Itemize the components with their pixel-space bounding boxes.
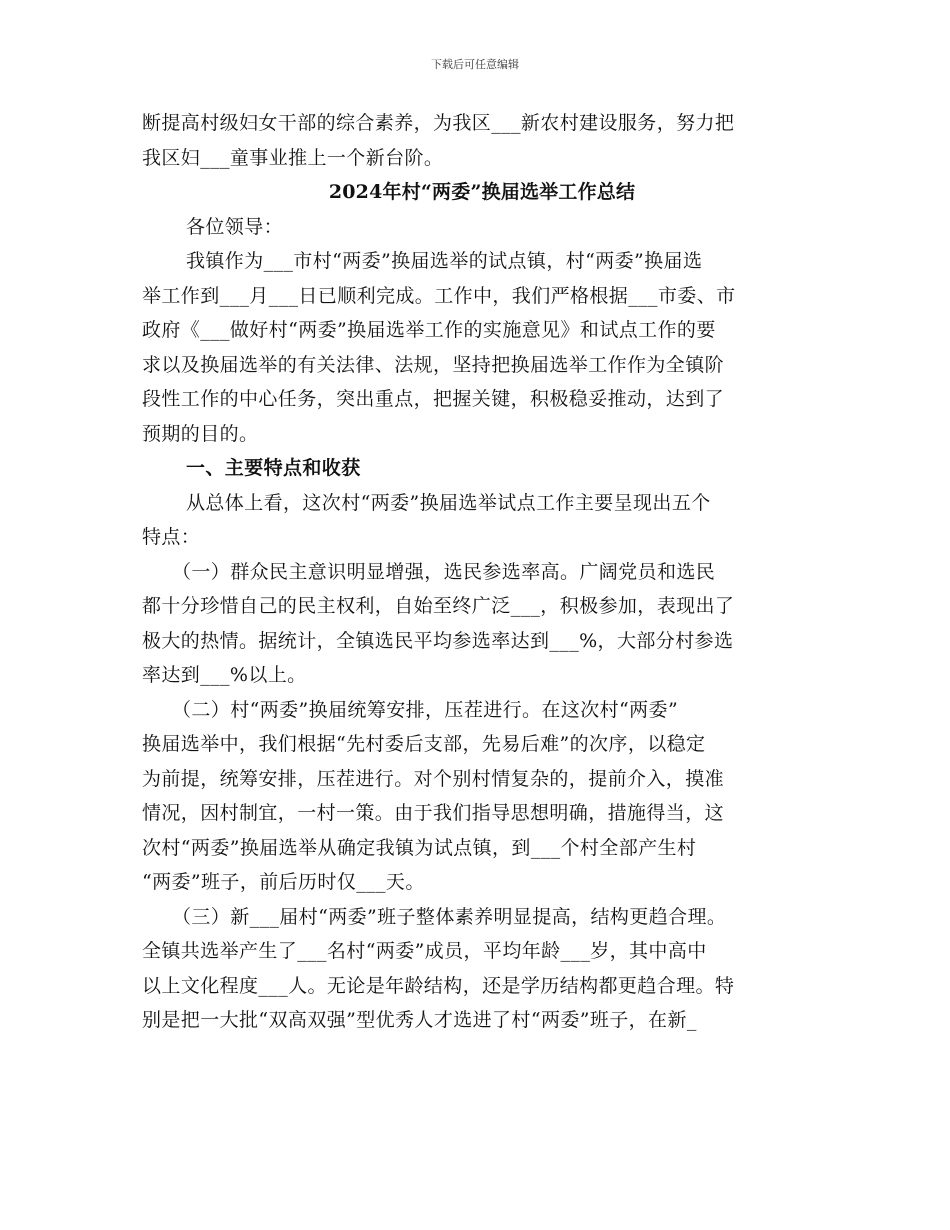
- body-line: 以上文化程度___人。无论是年龄结构，还是学历结构都更趋合理。特: [142, 974, 735, 997]
- body-line: 极大的热情。据统计，全镇选民平均参选率达到___%，大部分村参选: [142, 629, 734, 652]
- body-line: 换届选举中，我们根据“先村委后支部，先易后难”的次序，以稳定: [142, 733, 706, 755]
- body-line: （二）村“两委”换届统筹安排，压茬进行。在这次村“两委”: [172, 698, 679, 721]
- body-line: 我区妇___童事业推上一个新台阶。: [142, 146, 444, 169]
- body-line: （一）群众民主意识明显增强，选民参选率高。广阔党员和选民: [172, 560, 716, 583]
- body-line: 特点：: [142, 526, 201, 548]
- body-line: 举工作到___月___日已顺利完成。工作中，我们严格根据___市委、市: [142, 284, 736, 307]
- body-line: 次村“两委”换届选举从确定我镇为试点镇，到___个村全部产生村: [142, 836, 697, 859]
- body-line: 率达到___%以上。: [142, 664, 307, 686]
- body-line: “两委”班子，前后历时仅___天。: [142, 871, 425, 893]
- body-line: 全镇共选举产生了___名村“两委”成员，平均年龄___岁，其中高中: [142, 940, 707, 962]
- document-title: 2024年村“两委”换届选举工作总结: [328, 181, 636, 203]
- body-line: 求以及换届选举的有关法律、法规，坚持把换届选举工作作为全镇阶: [142, 353, 725, 376]
- body-line: 都十分珍惜自己的民主权利，自始至终广泛___，积极参加，表现出了: [142, 595, 735, 617]
- salutation: 各位领导：: [186, 215, 284, 238]
- body-line: 我镇作为___市村“两委”换届选举的试点镇，村“两委”换届选: [186, 250, 703, 272]
- body-line: 情况，因村制宜，一村一策。由于我们指导思想明确，措施得当，这: [142, 802, 725, 824]
- body-line: 段性工作的中心任务，突出重点，把握关键，积极稳妥推动，达到了: [142, 388, 725, 410]
- document-body: [142, 106, 822, 1038]
- body-line: （三）新___届村“两委”班子整体素养明显提高，结构更趋合理。: [172, 905, 727, 928]
- page-header-note: 下载后可任意编辑: [431, 58, 519, 71]
- body-line: 为前提，统筹安排，压茬进行。对个别村情复杂的，提前介入，摸准: [142, 767, 725, 790]
- body-line: 政府《___做好村“两委”换届选举工作的实施意见》和试点工作的要: [142, 319, 716, 341]
- body-line: 断提高村级妇女干部的综合素养，为我区___新农村建设服务，努力把: [142, 112, 735, 134]
- body-line: 别是把一大批“双高双强”型优秀人才选进了村“两委”班子，在新_: [142, 1009, 697, 1031]
- body-line: 从总体上看，这次村“两委”换届选举试点工作主要呈现出五个: [186, 491, 711, 514]
- section-heading: 一、主要特点和收获: [186, 457, 361, 479]
- body-line: 预期的目的。: [142, 422, 259, 445]
